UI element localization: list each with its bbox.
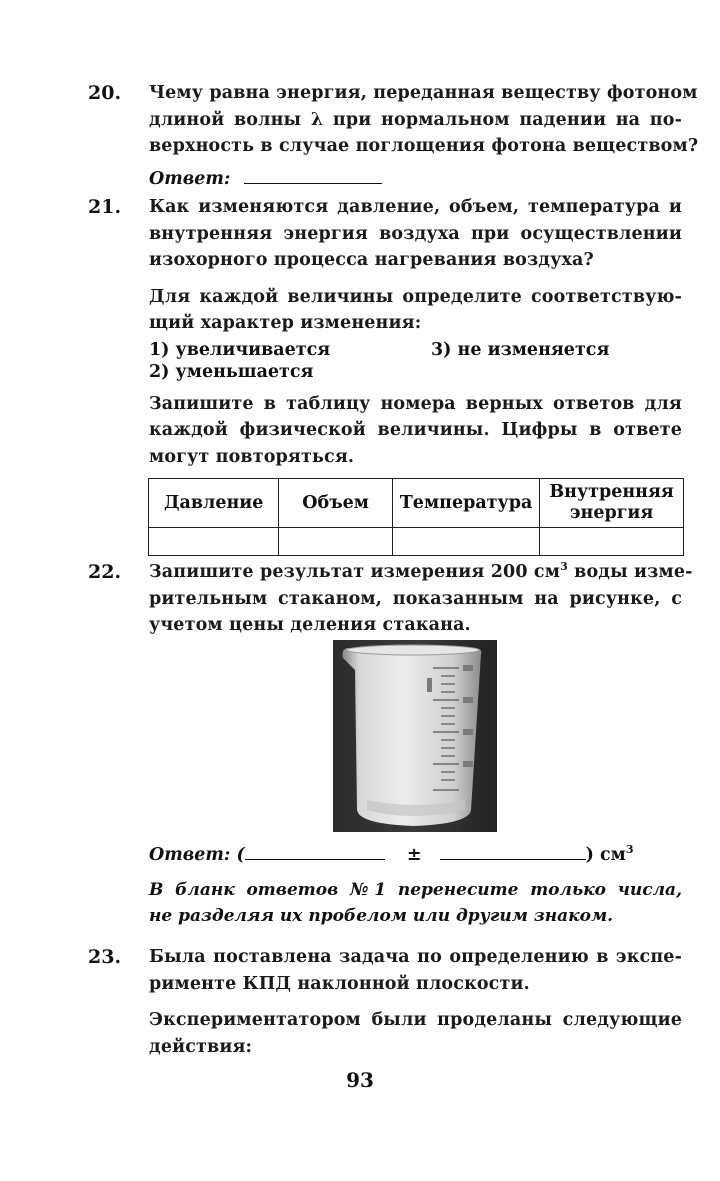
note-line: не разделяя их пробелом или другим знаком. [149,906,614,926]
instruction-line: могут повторяться. [149,446,355,467]
question-text-line: действия: [149,1036,253,1057]
table-cell-answer[interactable] [392,528,539,556]
plus-minus-sign: ± [406,845,422,865]
table-header-internal-energy: Внутренняя энергия [540,479,684,528]
question-21 [88,194,688,556]
instruction-line: щий характер изменения: [149,313,422,333]
answer-label: Ответ: ( [149,845,245,865]
table-cell-answer[interactable] [279,528,392,556]
question-text-line: длиной волны λ при нормальном падении на по- [149,109,682,130]
question-number: 21. [88,196,122,218]
note-line: В бланк ответов №1 перенесите только числа, [149,880,682,900]
table-header-volume: Объем [279,479,392,528]
answer-label: Ответ: [149,168,231,189]
answer-blank-value[interactable] [245,843,385,860]
question-22 [88,559,693,639]
instruction-line: каждой физической величины. Цифры в ответе [149,420,682,440]
question-text-line: внутренняя энергия воздуха при осуществлении [149,223,682,244]
instruction-line: Запишите в таблицу номера верных ответов для [149,393,682,414]
unit-label: ) $см^3$ [585,843,634,865]
answer-blank[interactable] [244,167,382,184]
question-text-line: рименте КПД наклонной плоскости. [149,973,530,994]
answer-row [149,166,682,192]
table-header-pressure: Давление [149,479,279,528]
option-1: 1) увеличивается [149,339,331,360]
answer-blank-error[interactable] [440,843,586,860]
question-number: 23. [88,946,122,968]
question-text-line: верхность в случае поглощения фотона веществом? [149,136,699,156]
question-number: 20. [88,82,122,104]
answer-table [148,478,684,556]
option-3: 3) не изменяется [431,339,610,360]
option-2: 2) уменьшается [149,361,314,382]
question-text-line: учетом цены деления стакана. [149,615,471,635]
question-23 [88,944,688,1060]
question-text-line: Была поставлена задача по определению в экспе- [149,947,682,967]
question-20 [88,80,699,192]
question-text-line: Экспериментатором были проделаны следующие [149,1010,682,1030]
question-number: 22. [88,561,122,583]
question-text-line: Чему равна энергия, переданная веществу фотоном [149,83,698,103]
instruction-line: Для каждой величины определите соответствую- [149,286,682,307]
beaker-body [343,648,482,826]
table-cell-answer[interactable] [540,528,684,556]
question-text-line: Запишите результат измерения 200 $см^3$ воды изме- [149,560,693,582]
answer-row [149,842,682,868]
beaker-photo [333,640,497,832]
page-number: 93 [346,1068,374,1092]
question-text-line: изохорного процесса нагревания воздуха? [149,250,594,270]
question-text-line: Как изменяются давление, объем, температура и [149,197,682,217]
table-cell-answer[interactable] [149,528,279,556]
question-22-answer [88,842,688,929]
table-header-temperature: Температура [392,479,539,528]
question-text-line: рительным стаканом, показанным на рисунке, с [149,588,682,609]
options-list [149,339,682,383]
